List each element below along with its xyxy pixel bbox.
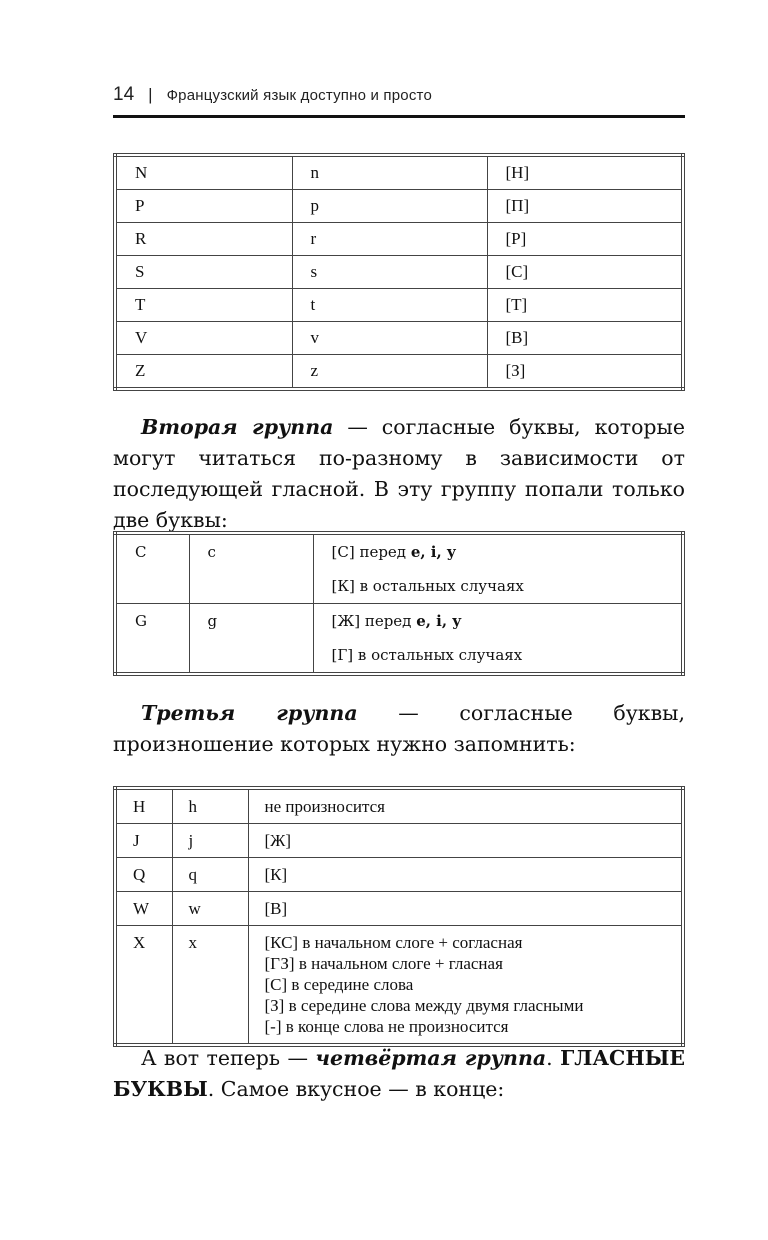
upper-letter: J	[115, 824, 172, 858]
table-row	[115, 824, 683, 858]
pronunciation-line: [С] в середине слова	[264, 975, 414, 994]
group3-text: — согласные буквы, произношение которых нужно запомнить:	[113, 701, 685, 756]
pronunciation: [П]	[487, 190, 683, 223]
table-row	[115, 322, 683, 355]
pronunciation: [З]	[487, 355, 683, 390]
table-row	[115, 926, 683, 1046]
pronunciation	[248, 892, 683, 926]
lower-letter: v	[292, 322, 487, 355]
lower-letter: x	[172, 926, 248, 1046]
lower-letter: w	[172, 892, 248, 926]
pronunciation	[248, 858, 683, 892]
lower-letter: p	[292, 190, 487, 223]
upper-letter: C	[115, 533, 189, 604]
lower-letter: g	[189, 604, 313, 675]
header-rule	[113, 115, 685, 118]
pronunciation	[248, 824, 683, 858]
table-row	[115, 190, 683, 223]
pronunciation: [С] перед e, i, y [К] в остальных случаях	[313, 533, 683, 604]
consonants-group1-table	[113, 153, 685, 391]
lower-letter: s	[292, 256, 487, 289]
pronunciation: [Н]	[487, 155, 683, 190]
upper-letter: R	[115, 223, 292, 256]
pronunciation: [Т]	[487, 289, 683, 322]
lower-letter: q	[172, 858, 248, 892]
pronunciation-line: [-] в конце слова не произносится	[264, 1017, 509, 1036]
group4-lead: четвёртая группа	[315, 1046, 547, 1070]
table-row	[115, 155, 683, 190]
upper-letter: Z	[115, 355, 292, 390]
pronunciation-line: не произносится	[264, 797, 385, 816]
book-title: Французский язык доступно и просто	[166, 87, 432, 104]
upper-letter: X	[115, 926, 172, 1046]
paragraph-group3	[113, 698, 685, 760]
upper-letter: G	[115, 604, 189, 675]
consonants-group2-table	[113, 531, 685, 676]
header-separator: |	[148, 85, 153, 104]
pronunciation	[248, 926, 683, 1046]
pronunciation-line: [К]	[264, 865, 288, 884]
pronunciation-line: [В]	[264, 899, 288, 918]
pronunciation-line: [З] в середине слова между двумя гласными	[264, 996, 584, 1015]
table-row	[115, 256, 683, 289]
table-row	[115, 223, 683, 256]
upper-letter: S	[115, 256, 292, 289]
upper-letter: N	[115, 155, 292, 190]
table-row	[115, 604, 683, 675]
lower-letter: z	[292, 355, 487, 390]
lower-letter: c	[189, 533, 313, 604]
upper-letter: H	[115, 788, 172, 824]
table-row	[115, 892, 683, 926]
table-row	[115, 289, 683, 322]
lower-letter: h	[172, 788, 248, 824]
page-number: 14	[113, 84, 135, 105]
pronunciation: [Ж] перед e, i, y [Г] в остальных случаях	[313, 604, 683, 675]
pronunciation: [В]	[487, 322, 683, 355]
lower-letter: j	[172, 824, 248, 858]
running-header	[113, 84, 432, 106]
table-row	[115, 788, 683, 824]
pronunciation: [С]	[487, 256, 683, 289]
paragraph-group4: А вот теперь — четвёртая группа. ГЛАСНЫЕ БУКВЫ. Самое вкусное — в конце:	[113, 1046, 685, 1101]
group3-lead: Третья группа	[141, 701, 358, 725]
pronunciation	[248, 788, 683, 824]
pronunciation-line: [КС] в начальном слоге + согласная	[264, 933, 523, 952]
paragraph-group2	[113, 412, 685, 536]
upper-letter: V	[115, 322, 292, 355]
consonants-group3-table	[113, 786, 685, 1047]
table-row	[115, 533, 683, 604]
group2-lead: Вторая группа	[141, 415, 334, 439]
lower-letter: t	[292, 289, 487, 322]
pronunciation-line: [ГЗ] в начальном слоге + гласная	[264, 954, 503, 973]
pronunciation-line: [Ж]	[264, 831, 292, 850]
group2-text: — согласные буквы, которые могут читаться по-разному в зависимости от последующей гласной. В эту группу попали только две буквы:	[113, 415, 685, 532]
table-row	[115, 355, 683, 390]
lower-letter: r	[292, 223, 487, 256]
upper-letter: W	[115, 892, 172, 926]
upper-letter: Q	[115, 858, 172, 892]
lower-letter: n	[292, 155, 487, 190]
upper-letter: P	[115, 190, 292, 223]
pronunciation: [Р]	[487, 223, 683, 256]
upper-letter: T	[115, 289, 292, 322]
table-row	[115, 858, 683, 892]
